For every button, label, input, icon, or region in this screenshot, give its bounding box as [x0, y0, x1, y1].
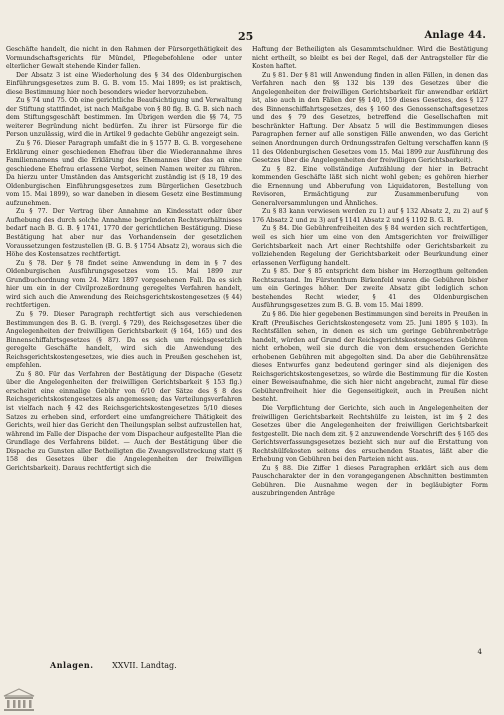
paragraph: Zu § 86. Die hier gegebenen Bestimmungen sind bereits in Preußen in Kraft (Preußisches Gerichtskostengesetz vom 25. Juni 1895 § 103). In Rechtsfällen sehen, in denen es sich um geringe Gebührenbeträge handelt, würden auf Grund der Reichsgerichtskostengesetzes Gebühren nicht erhoben, weil sie durch die von dem ersuchenden Gerichte erhobenen Gebühren mit abgegolten sind. Da aber die Gebührensätze dieses Entwurfes ganz bedeutend geringer sind als diejenigen des Reichsgerichtskostengesetzes, so würde die Bestimmung für die Kosten einer Beweisaufnahme, die sich hier nicht angebracht, zumal für diese Gebührenfreiheit hier die Gegenseitigkeit, auch in Preußen nicht besteht.: [252, 310, 488, 404]
paragraph: Zu § 79. Dieser Paragraph rechtfertigt sich aus verschiedenen Bestimmungen des B. G. B. (vergl. § 729), des Reichsgesetzes über die Angelegenheiten der freiwilligen Gerichtsbarkeit (§ 164, 165) und des Binnenschiffahrtsgesetzes (§ 87). Da es sich um reichsgesetzlich geregelte Geschäfte handelt, wird sich die Anwendung des Reichsgerichtskostengesetzes, wie dies auch in Preußen geschehen ist, empfehlen.: [6, 310, 242, 370]
library-building-icon: [2, 688, 36, 712]
paragraph: Zu § 85. Der § 85 entspricht dem bisher im Herzogthum geltenden Rechtszustand. Im Fürstenthum Birkenfeld waren die Gebühren bisher um ein Geringes höher. Der zweite Absatz gibt lediglich schon bestehendes Recht wieder, § 41 des Oldenburgischen Ausführungsgesetzes zum B. G. B. vom 15. Mai 1899.: [252, 268, 488, 310]
text-columns: [6, 46, 488, 646]
left-column: [6, 46, 242, 646]
paragraph: Zu § 76. Dieser Paragraph umfaßt die in § 1577 B. G. B. vorgesehene Erklärung einer geschiedenen Ehefrau über die Wiederannahme ihres Familiennamens und die Erklärung des Ehemannes über das an eine geschiedene Ehefrau erlassene Verbot, seinen Namen weiter zu führen. Da hierzu unter Umständen das Amtsgericht zuständig ist (§ 18, 19 des Oldenburgischen Einführungsgesetzes zum Bürgerlichen Gesetzbuch vom 15. Mai 1899), so war daneben in diesem Gesetz eine Bestimmung aufzunehmen.: [6, 140, 242, 207]
paragraph: Haftung der Betheiligten als Gesammtschuldner. Wird die Bestätigung nicht ertheilt, so bleibt es bei der Regel, daß der Antragsteller für die Kosten haftet.: [252, 46, 488, 71]
paragraph: Der Absatz 3 ist eine Wiederholung des § 34 des Oldenburgischen Einführungsgesetzes zum B. G. B. vom 15. Mai 1899; es ist praktisch, diese Bestimmung hier noch besonders wieder hervorzuheben.: [6, 71, 242, 96]
footer-anlagen: Anlagen.: [50, 660, 94, 670]
paragraph: Zu § 88. Die Ziffer 1 dieses Paragraphen erklärt sich aus dem Pauschcharakter der in den vorangegangenen Abschnitten bestimmten Gebühren. Die Ausnahme wegen der in begläubigter Form auszubringenden Anträge: [252, 464, 488, 498]
paragraph: Zu § 84. Die Gebührenfreiheiten des § 84 werden sich rechtfertigen, weil es sich hier um eine von den Amtsgerichten vor freiwilliger Gerichtsbarkeit nach Art einer Rechtshilfe oder Gerichtsbarkeit zu vollziehenden Regelung der Gerichtsbarkeit oder Beurkundung einer erlassenen Verfügung handelt.: [252, 225, 488, 267]
paragraph: Zu § 74 und 75. Ob eine gerichtliche Beaufsichtigung und Verwaltung der Stiftung stattfindet, ist nach Maßgabe von § 80 flg. B. G. B. sich nach dem Stiftungsgeschäft bestimmen. Im Übrigen werden die §§ 74, 75 weiterer Begründung nicht bedürfen. Zu ihrer ist Fürsorge für die Person unzulässig, wird die in Artikel 9 gedachte Gebühr angezeigt sein.: [6, 97, 242, 139]
page-footer: [50, 660, 177, 670]
paragraph: Geschäfte handelt, die nicht in den Rahmen der Fürsorgethätigkeit des Vormundschaftsgerichts für Mündel, Pflegebefohlene oder unter elterlicher Gewalt stehende Kinder fallen.: [6, 46, 242, 71]
right-column: [252, 46, 488, 646]
footer-landtag: XXVII. Landtag.: [112, 661, 177, 670]
paragraph: Zu § 82. Eine vollständige Aufzählung der hier in Betracht kommenden Geschäfte läßt sich nicht wohl geben; es gehören hierher die Ernennung und Abberufung von Liquidatoren, Bestellung von Revisoren, Ermächtigung zur Zusammenberufung von Generalversammlungen und Ähnliches.: [252, 165, 488, 207]
paragraph: Zu § 77. Der Vertrag über Annahme an Kindesstatt oder über Aufhebung des durch solche Annahme begründeten Rechtsverhältnisses bedarf nach B. G. B. § 1741, 1770 der gerichtlichen Bestätigung. Diese Bestätigung hat aber nur das Vorhandensein der gesetzlichen Voraussetzungen festzustellen (B. G. B. § 1754 Absatz 2), woraus sich die Höhe des Kostensatzes rechtfertigt.: [6, 208, 242, 259]
page-number: 25: [238, 30, 254, 43]
printer-signature: 4: [477, 648, 482, 656]
anlage-label: Anlage 44.: [424, 30, 486, 41]
paragraph: Zu § 81. Der § 81 will Anwendung finden in allen Fällen, in denen das Verfahren nach den §§ 132 bis 139 des Gesetzes über die Angelegenheiten der freiwilligen Gerichtsbarkeit für anwendbar erklärt ist, also auch in den Fällen der §§ 140, 159 dieses Gesetzes, des § 127 des Binnenschiffahrtsgesetzes, des § 160 des Genossenschaftsgesetzes und des § 79 des Gesetzes, betreffend die Gesellschaften mit beschränkter Haftung. Der Absatz 5 will die Bestimmungen dieses Paragraphen ferner auf alle sonstigen Fälle anwenden, wo das Gericht seinen Anordnungen durch Ordnungsstrafen Geltung verschaffen kann (§ 11 des Oldenburgischen Gesetzes vom 15. Mai 1899 zur Ausführung des Gesetzes über die Angelegenheiten der freiwilligen Gerichtsbarkeit).: [252, 71, 488, 165]
paragraph: Zu § 80. Für das Verfahren der Bestätigung der Dispache (Gesetz über die Angelegenheiten der freiwilligen Gerichtsbarkeit § 153 flg.) erscheint eine einmalige Gebühr von 6/10 der Sätze des § 8 des Reichsgerichtskostengesetzes als angemessen; das Verteilungsverfahren ist vielfach nach § 42 des Reichsgerichtskostengesetzes 5/10 dieses Satzes zu erheben sind, erfordert eine umfangreichere Thätigkeit des Gerichts, weil hier das Gericht den Theilungsplan selbst aufzustellen hat, während im Falle der Dispache der vom Dispacheur aufgestellte Plan die Grundlage des Verfahrens bildet. — Auch der Bestätigung über die Dispache zu Gunsten aller Betheiligten die Zwangsvollstreckung statt (§ 158 des Gesetzes über die Angelegenheiten der freiwilligen Gerichtsbarkeit). Daraus rechtfertigt sich die: [6, 370, 242, 472]
paragraph: Zu § 78. Der § 78 findet seine Anwendung in dem in § 7 des Oldenburgischen Ausführungsgesetzes vom 15. Mai 1899 zur Grundbuchordnung vom 24. März 1897 vorgesehenen Fall. Da es sich hier um ein in der Civilprozeßordnung geregeltes Verfahren handelt, wird sich auch die Anwendung des Reichsgerichtskostengesetzes (§ 44) rechtfertigen.: [6, 259, 242, 310]
paragraph: Zu § 83 kann verwiesen werden zu 1) auf § 132 Absatz 2, zu 2) auf § 176 Absatz 2 und zu 3) auf § 1141 Absatz 2 und § 1192 B. G. B.: [252, 208, 488, 224]
paragraph: Die Verpflichtung der Gerichte, sich auch in Angelegenheiten der freiwilligen Gerichtsbarkeit Rechtshülfe zu leisten, ist im § 2 des Gesetzes über die Angelegenheiten der freiwilligen Gerichtsbarkeit festgestellt. Die nach dem zit. § 2 anzuwendende Vorschrift des § 165 des Gerichtsverfassungsgesetzes bezieht sich nur auf die Erstattung von Rechtshülfekosten seitens des ersuchenden Staates, läßt aber die Erhebung von Gebühren bei den Parteien nicht aus.: [252, 404, 488, 464]
